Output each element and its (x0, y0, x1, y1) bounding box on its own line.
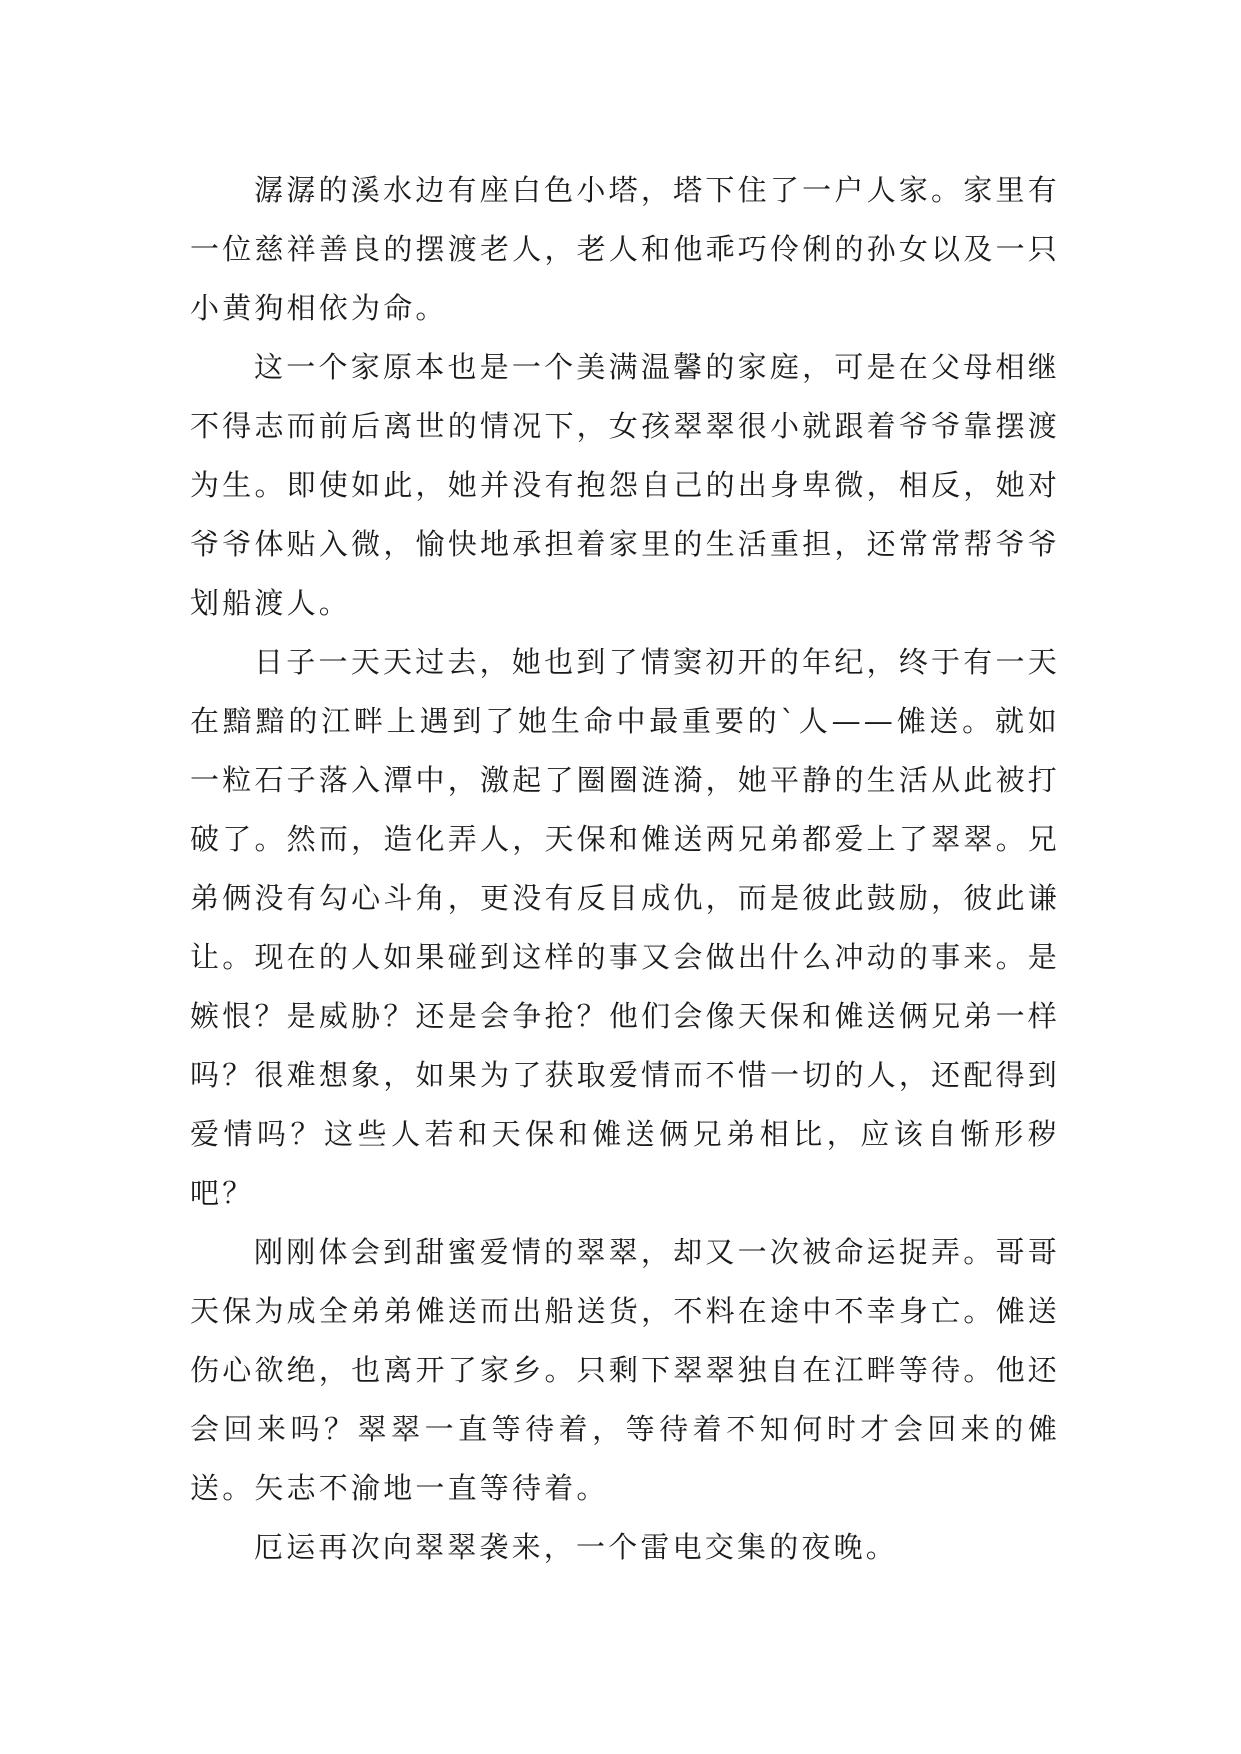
paragraph-1: 潺潺的溪水边有座白色小塔，塔下住了一户人家。家里有一位慈祥善良的摆渡老人，老人和他乖巧伶俐的孙女以及一只小黄狗相依为命。 (190, 173, 1060, 325)
paragraph-2: 这一个家原本也是一个美满温馨的家庭，可是在父母相继不得志而前后离世的情况下，女孩翠翠很小就跟着爷爷靠摆渡为生。即使如此，她并没有抱怨自己的出身卑微，相反，她对爷爷体贴入微，愉快地承担着家里的生活重担，还常常帮爷爷划船渡人。 (190, 350, 1060, 620)
paragraph-4: 刚刚体会到甜蜜爱情的翠翠，却又一次被命运捉弄。哥哥天保为成全弟弟傩送而出船送货，不料在途中不幸身亡。傩送伤心欲绝，也离开了家乡。只剩下翠翠独自在江畔等待。他还会回来吗？翠翠一直等待着，等待着不知何时才会回来的傩送。矢志不渝地一直等待着。 (190, 1235, 1060, 1505)
document-body (190, 161, 1060, 1577)
paragraph-5: 厄运再次向翠翠袭来，一个雷电交集的夜晚。 (254, 1530, 899, 1564)
paragraph-3: 日子一天天过去，她也到了情窦初开的年纪，终于有一天在黯黯的江畔上遇到了她生命中最重要的`人——傩送。就如一粒石子落入潭中，激起了圈圈涟漪，她平静的生活从此被打破了。然而，造化弄人，天保和傩送两兄弟都爱上了翠翠。兄弟俩没有勾心斗角，更没有反目成仇，而是彼此鼓励，彼此谦让。现在的人如果碰到这样的事又会做出什么冲动的事来。是嫉恨？是威胁？还是会争抢？他们会像天保和傩送俩兄弟一样吗？很难想象，如果为了获取爱情而不惜一切的人，还配得到爱情吗？这些人若和天保和傩送俩兄弟相比，应该自惭形秽吧？ (190, 645, 1060, 1210)
